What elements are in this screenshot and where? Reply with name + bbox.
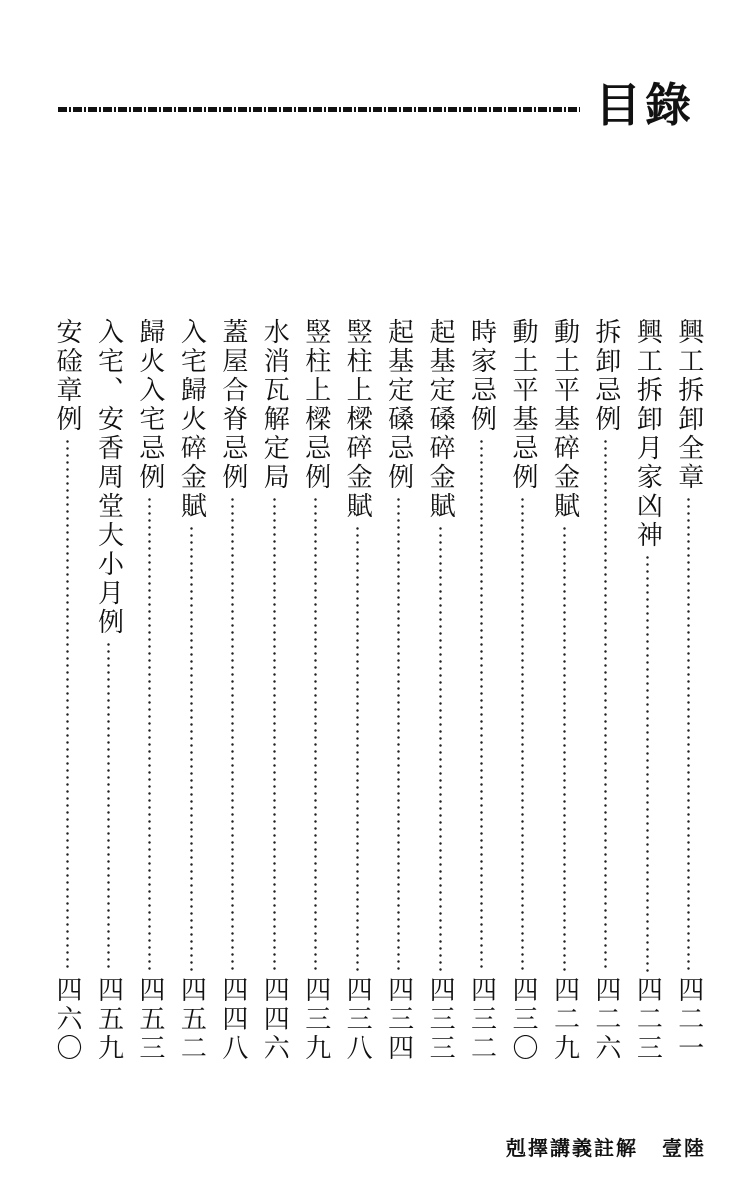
toc-dot-leader (646, 554, 649, 972)
toc-entry-page: 四二六 (590, 976, 621, 1063)
toc-dot-leader (397, 496, 400, 972)
toc-entry[interactable] (214, 318, 252, 1063)
toc-entry[interactable] (670, 318, 708, 1063)
toc-dot-leader (356, 525, 359, 972)
toc-dot-leader (273, 496, 276, 972)
toc-entry-title: 蓋屋合脊忌例 (217, 318, 248, 492)
toc-entry[interactable] (89, 318, 127, 1063)
toc-entry[interactable] (380, 318, 418, 1063)
toc-entry-page: 四三三 (425, 976, 456, 1063)
toc-dot-leader (604, 438, 607, 972)
toc-dot-leader (314, 496, 317, 972)
page-title: 目錄 (595, 78, 695, 132)
toc-entry-page: 四五三 (134, 976, 165, 1063)
toc-entry-title: 興工拆卸全章 (673, 318, 704, 492)
toc-dot-leader (231, 496, 234, 972)
toc-entry[interactable] (628, 318, 666, 1063)
toc-entry-title: 動土平基碎金賦 (549, 318, 580, 521)
toc-entry-title: 拆卸忌例 (590, 318, 621, 434)
toc-entry-title: 時家忌例 (466, 318, 497, 434)
toc-entry[interactable] (255, 318, 293, 1063)
toc-entry-title: 入宅歸火碎金賦 (176, 318, 207, 521)
toc-entry[interactable] (504, 318, 542, 1063)
toc-entry[interactable] (172, 318, 210, 1063)
toc-entry-title: 安碒章例 (52, 318, 82, 434)
toc-entry-title: 起基定磉忌例 (383, 318, 414, 492)
toc-entry-title: 入宅、安香周堂大小月例 (93, 318, 124, 637)
toc-entry-page: 四三九 (300, 976, 331, 1063)
toc-entry-page: 四五九 (93, 976, 124, 1063)
toc-entry-title: 竪柱上樑碎金賦 (342, 318, 373, 521)
toc-entry-title: 水消瓦解定局 (259, 318, 290, 492)
toc-dot-leader (563, 525, 566, 972)
toc-entry-page: 四二九 (549, 976, 580, 1063)
toc-dot-leader (107, 641, 110, 972)
toc-entry-page: 四三四 (383, 976, 414, 1063)
toc-entry-page: 四六〇 (52, 976, 82, 1063)
toc-entry-page: 四三八 (342, 976, 373, 1063)
toc-entry-title: 歸火入宅忌例 (134, 318, 165, 492)
toc-entry[interactable] (545, 318, 583, 1063)
toc-entry[interactable] (131, 318, 169, 1063)
footer-page-number: 壹陸 (662, 1136, 706, 1160)
toc-entry[interactable] (297, 318, 335, 1063)
table-of-contents (48, 318, 708, 1063)
toc-entry-page: 四四八 (217, 976, 248, 1063)
toc-dot-leader (687, 496, 690, 972)
toc-entry-title: 起基定磉碎金賦 (425, 318, 456, 521)
toc-entry-page: 四三〇 (507, 976, 538, 1063)
footer-book-title: 剋擇講義註解 (506, 1136, 638, 1160)
toc-dot-leader (148, 496, 151, 972)
toc-entry-title: 動土平基忌例 (507, 318, 538, 492)
toc-dot-leader (439, 525, 442, 972)
toc-entry-page: 四二一 (673, 976, 704, 1063)
toc-dot-leader (521, 496, 524, 972)
toc-dot-leader (66, 438, 69, 972)
toc-entry-page: 四四六 (259, 976, 290, 1063)
toc-entry[interactable] (463, 318, 501, 1063)
header-rule (58, 107, 580, 112)
toc-entry-page: 四二三 (632, 976, 663, 1063)
toc-entry-title: 興工拆卸月家凶神 (632, 318, 663, 550)
toc-entry-page: 四三二 (466, 976, 497, 1063)
toc-entry[interactable] (338, 318, 376, 1063)
toc-entry[interactable] (587, 318, 625, 1063)
page-footer (506, 1132, 706, 1161)
toc-dot-leader (480, 438, 483, 972)
toc-entry[interactable] (48, 318, 86, 1063)
toc-entry-title: 竪柱上樑忌例 (300, 318, 331, 492)
toc-entry[interactable] (421, 318, 459, 1063)
toc-dot-leader (190, 525, 193, 972)
toc-entry-page: 四五二 (176, 976, 207, 1063)
